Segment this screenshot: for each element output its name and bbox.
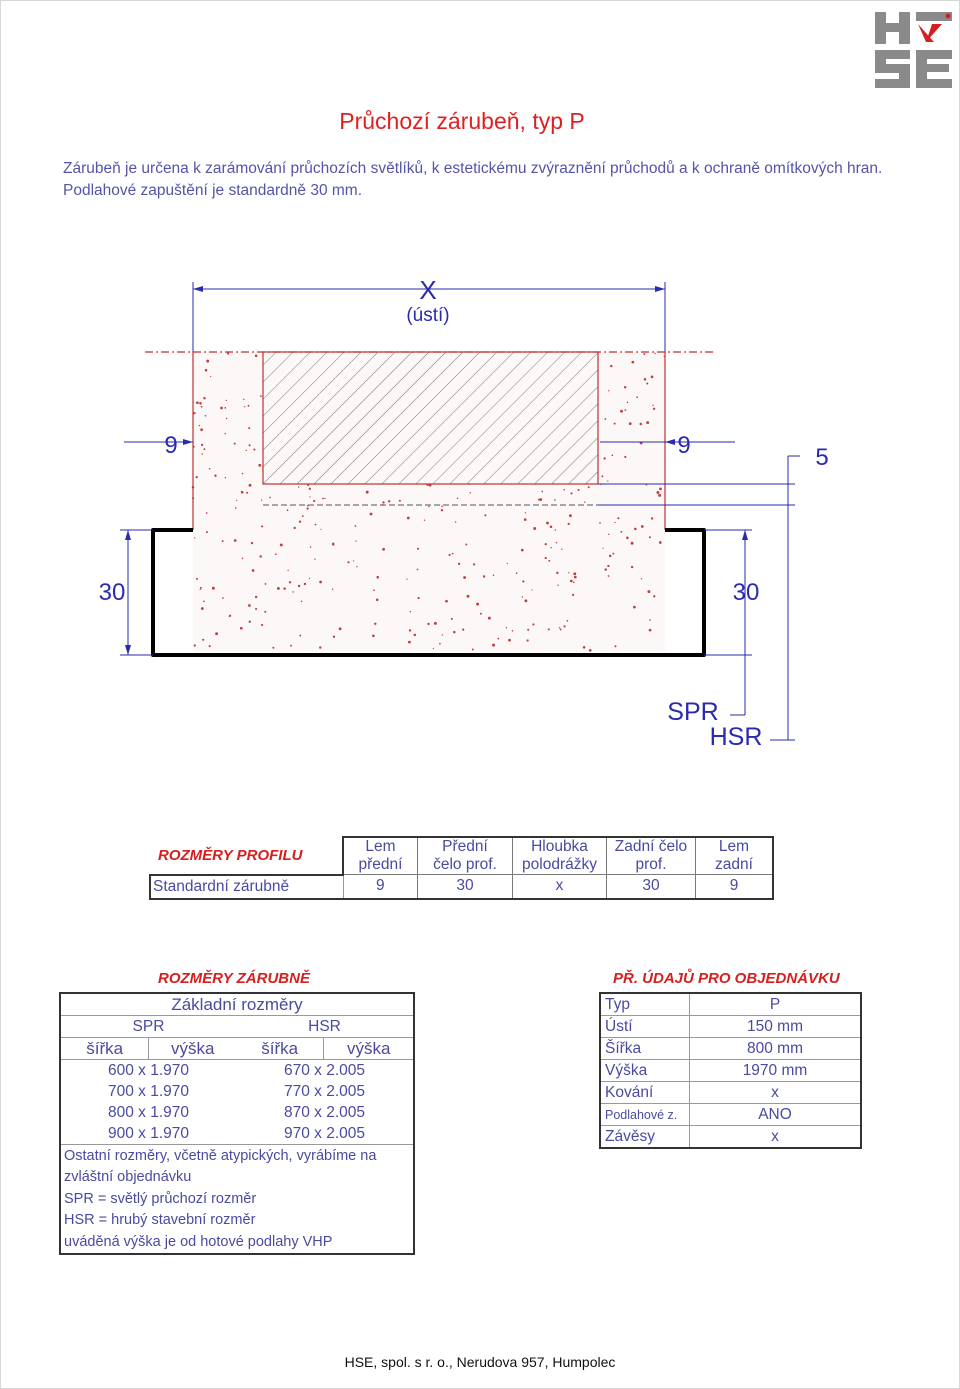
order-key: Závěsy [600,1126,690,1149]
value-predni-celo: 30 [418,875,513,899]
table-row [600,1082,861,1104]
dimensions-table [59,992,415,1255]
order-table [599,992,862,1149]
x-sub-label: (ústí) [406,305,450,326]
value-zadni-celo: 30 [607,875,696,899]
order-value: 800 mm [690,1038,862,1060]
note-line: zvláštní objednávku [64,1169,192,1186]
spr-value: 700 x 1.970 [107,1082,189,1100]
intro-text: Zárubeň je určena k zarámování průchozích světlíků, k estetickému zvýraznění průchodů a k ochraně omítkových hran. Podlahové zapuštění je standardně 30 mm. [63,160,883,199]
dim-left-30: 30 [98,579,126,606]
note-line: SPR = světlý průchozí rozměr [64,1190,257,1207]
spr-width-heading: šířka [60,1038,149,1060]
header-predni-celo: Přední čelo prof. [418,837,513,875]
spr-heading: SPR [60,1016,236,1038]
hsr-value: 770 x 2.005 [283,1082,365,1100]
row-label: Standardní zárubně [150,875,343,899]
value-lem-zadni: 9 [696,875,774,899]
hse-logo [872,8,956,88]
table-row [600,1060,861,1082]
table-row [600,993,861,1016]
dimensions-title: ROZMĚRY ZÁRUBNĚ [158,970,310,987]
order-key: Šířka [600,1038,690,1060]
header-lem-predni: Lem přední [343,837,418,875]
hatched-opening [263,352,598,484]
hsr-width-heading: šířka [236,1038,324,1060]
order-key: Výška [600,1060,690,1082]
table-row [600,1016,861,1038]
dim-right-9: 9 [677,432,691,459]
header-hloubka: Hloubka polodrážky [513,837,607,875]
order-key: Kování [600,1082,690,1104]
spr-value: 900 x 1.970 [60,1123,236,1145]
hsr-label: HSR [709,723,763,751]
order-key: Ústí [600,1016,690,1038]
note-line: Ostatní rozměry, včetně atypických, vyrábíme na [64,1147,377,1164]
order-value: P [690,993,862,1016]
table-row [600,1104,861,1126]
profile-table [149,836,774,900]
x-label: X [419,275,437,305]
basic-dims-heading: Základní rozměry [60,993,414,1016]
note-line: uváděná výška je od hotové podlahy VHP [64,1233,333,1250]
order-value: ANO [690,1104,862,1126]
dim-right-30: 30 [732,579,760,606]
note-line: HSR = hrubý stavební rozměr [64,1212,256,1229]
header-zadni-celo: Zadní čelo prof. [607,837,696,875]
order-key: Typ [600,993,690,1016]
order-key: Podlahové z. [600,1104,690,1126]
hsr-height-heading: výška [324,1038,414,1060]
spr-value: 600 x 1.970 [107,1061,189,1079]
spr-value: 800 x 1.970 [107,1103,189,1121]
table-row [60,1102,414,1123]
spr-height-heading: výška [149,1038,236,1060]
header-lem-zadni: Lem zadní [696,837,774,875]
hsr-heading: HSR [236,1016,414,1038]
table-row [60,1123,414,1145]
profile-table-title: ROZMĚRY PROFILU [158,846,303,864]
value-hloubka: x [513,875,607,899]
hsr-value: 970 x 2.005 [236,1123,414,1145]
profile-drawing [0,270,960,790]
page-title: Průchozí zárubeň, typ P [339,108,585,134]
order-value: 150 mm [690,1016,862,1038]
order-title: PŘ. ÚDAJŮ PRO OBJEDNÁVKU [613,970,840,987]
value-lem-predni: 9 [343,875,418,899]
table-row [60,1060,414,1082]
order-value: 1970 mm [690,1060,862,1082]
order-value: x [690,1126,862,1149]
order-value: x [690,1082,862,1104]
dim-5: 5 [815,444,829,471]
footer-address: HSE, spol. s r. o., Nerudova 957, Humpolec [344,1354,616,1370]
dim-left-9: 9 [164,432,178,459]
hsr-value: 670 x 2.005 [283,1061,365,1079]
spr-label: SPR [667,698,719,726]
table-row [600,1038,861,1060]
table-row [60,1081,414,1102]
table-row [600,1126,861,1149]
hsr-value: 870 x 2.005 [283,1103,365,1121]
